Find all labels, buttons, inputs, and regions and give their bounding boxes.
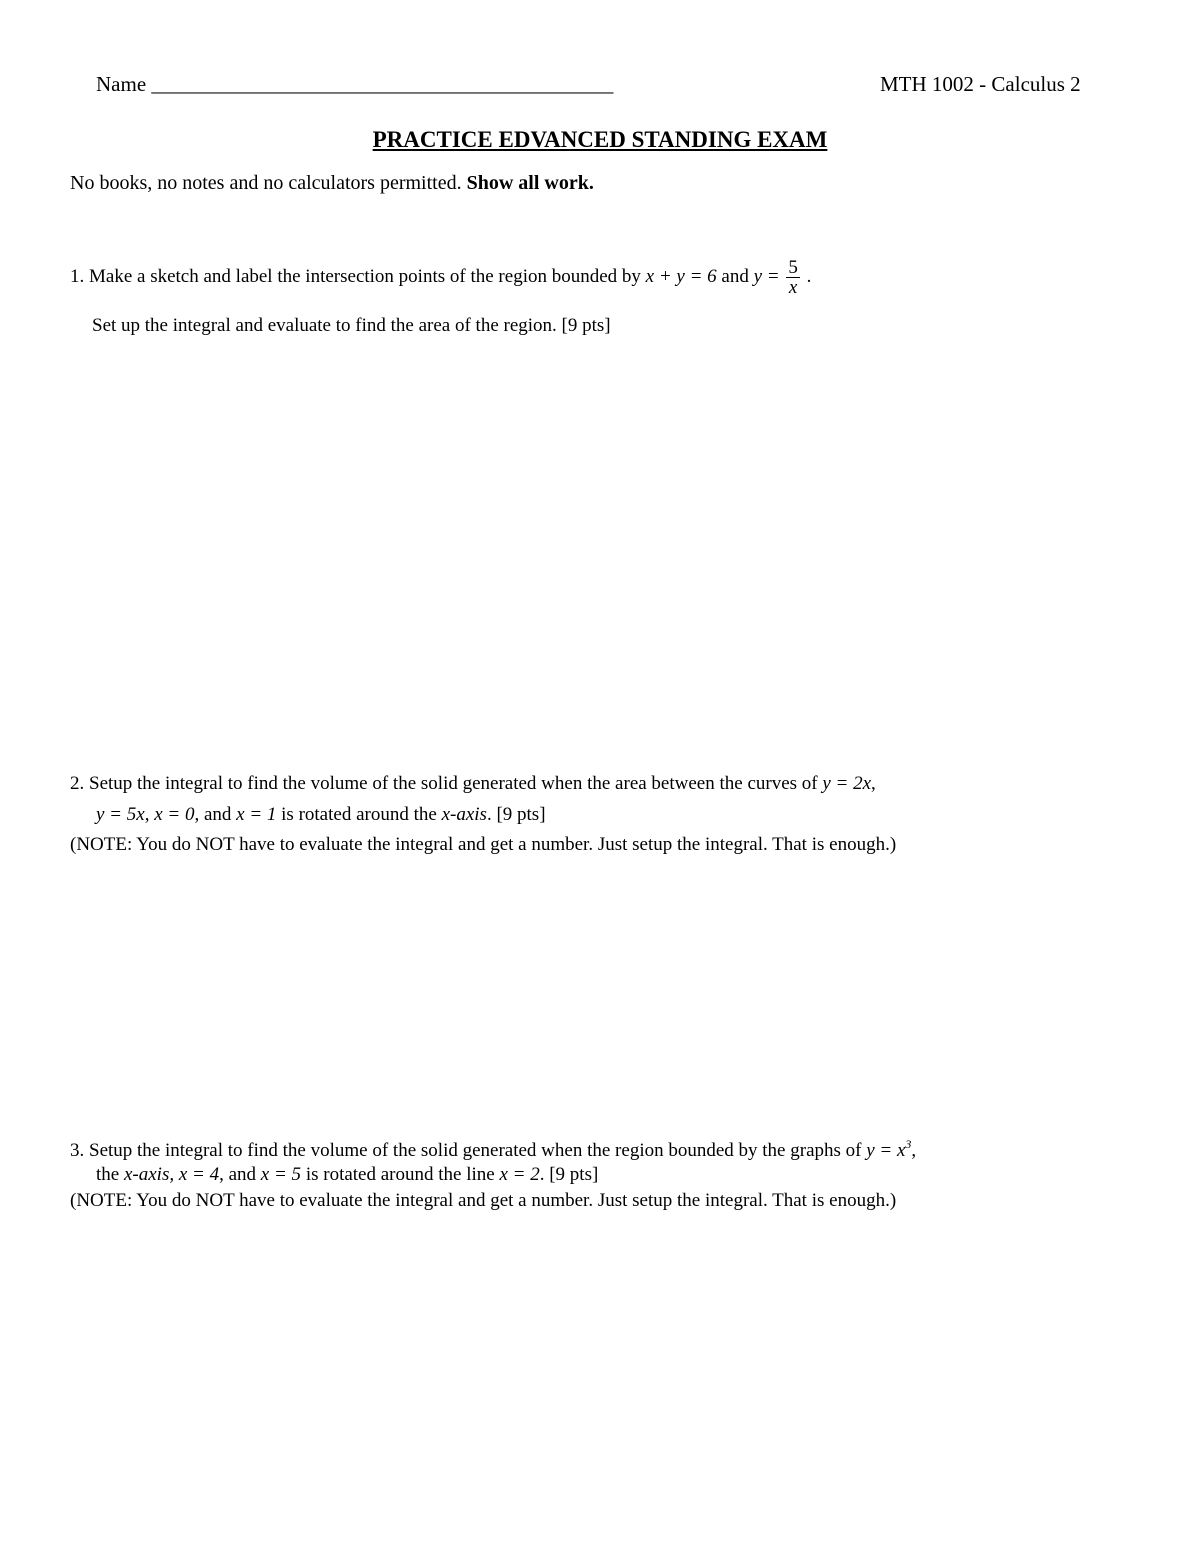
question-3-axis: x-axis, bbox=[123, 1164, 175, 1185]
question-3-number: 3. bbox=[70, 1140, 85, 1161]
question-2-equation-2: y = 5x bbox=[96, 804, 145, 825]
course-title: MTH 1002 - Calculus 2 bbox=[880, 72, 1081, 96]
instructions-bold: Show all work. bbox=[466, 172, 594, 194]
question-3-the: the bbox=[96, 1164, 120, 1185]
question-2-line-1: 2. Setup the integral to find the volume of the solid generated when the area between the curves of y = 2x, bbox=[70, 773, 876, 794]
question-2-equation-3: x = 0 bbox=[154, 804, 195, 825]
question-1-line-2: Set up the integral and evaluate to find the area of the region. [9 pts] bbox=[92, 315, 611, 336]
question-3-line-1: 3. Setup the integral to find the volume of the solid generated when the region bounded by the graphs of $y = x^3$, bbox=[70, 1137, 917, 1161]
question-3-equation-3: x = 5 bbox=[260, 1164, 302, 1185]
name-line: Name ____________________________________________ bbox=[96, 72, 614, 96]
question-2-text: Setup the integral to find the volume of the solid generated when the area between the curves of bbox=[89, 773, 818, 794]
question-2-number: 2. bbox=[70, 773, 85, 794]
question-1-equation-curve-lhs: y = bbox=[753, 265, 780, 287]
question-1-text: Make a sketch and label the intersection points of the region bounded by bbox=[89, 265, 641, 287]
question-2-equation-1: y = 2x bbox=[822, 773, 872, 794]
question-3-text: Setup the integral to find the volume of the solid generated when the region bounded by the graphs of bbox=[89, 1140, 862, 1161]
question-1-equation-line: x + y = 6 bbox=[645, 265, 717, 287]
question-1-and: and bbox=[721, 265, 749, 287]
question-3-line-2 bbox=[96, 1163, 598, 1187]
question-3-points: . [9 pts] bbox=[539, 1164, 599, 1185]
question-2-equation-4: x = 1 bbox=[236, 804, 277, 825]
question-3-exponent: 3 bbox=[905, 1137, 912, 1151]
question-2-note: (NOTE: You do NOT have to evaluate the integral and get a number. Just setup the integral. That is enough.) bbox=[70, 834, 897, 855]
question-3-equation-base: y = x bbox=[866, 1140, 906, 1161]
question-3-note: (NOTE: You do NOT have to evaluate the integral and get a number. Just setup the integral. That is enough.) bbox=[70, 1190, 897, 1211]
exam-title: PRACTICE EDVANCED STANDING EXAM bbox=[372, 127, 828, 152]
question-1-fraction bbox=[786, 258, 800, 297]
question-1-period: . bbox=[806, 265, 812, 287]
question-3-equation-4: x = 2 bbox=[499, 1164, 540, 1185]
question-3-and: , and bbox=[219, 1164, 257, 1185]
question-1-number: 1. bbox=[70, 265, 85, 287]
fraction-numerator: 5 bbox=[788, 257, 798, 278]
instructions-text: No books, no notes and no calculators permitted. bbox=[70, 172, 462, 194]
question-2-and: , and bbox=[194, 804, 232, 825]
question-3-equation-2: x = 4 bbox=[178, 1164, 220, 1185]
question-2-axis: x-axis bbox=[441, 804, 487, 825]
question-1-line-1 bbox=[70, 258, 811, 297]
instructions bbox=[70, 172, 594, 195]
question-2-rotation-text: is rotated around the bbox=[281, 804, 437, 825]
question-3-equation-1 bbox=[866, 1137, 912, 1161]
fraction-denominator: x bbox=[788, 277, 798, 298]
question-3-rotation-text: is rotated around the line bbox=[305, 1164, 495, 1185]
question-2-line-2: y = 5x, x = 0, and x = 1 is rotated around the x-axis. [9 pts] bbox=[96, 804, 546, 825]
question-2-points: . [9 pts] bbox=[486, 804, 546, 825]
